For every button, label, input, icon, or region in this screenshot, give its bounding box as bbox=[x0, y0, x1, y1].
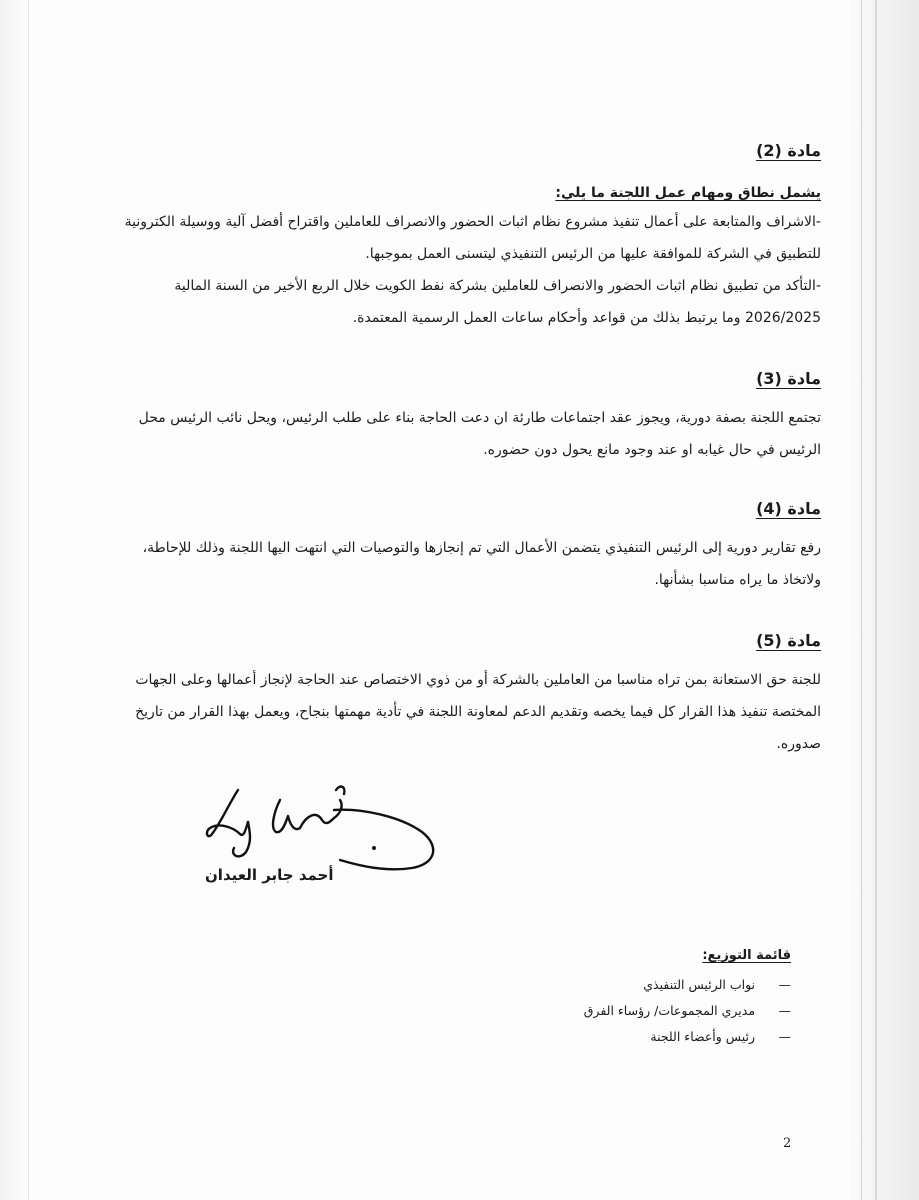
distribution-title: قائمة التوزيع: bbox=[702, 948, 791, 963]
section-5-body: للجنة حق الاستعانة بمن تراه مناسبا من العاملين بالشركة أو من ذوي الاختصاص عند الحاجة لإنجاز أعمالها وعلى الجهات المختصة تنفيذ هذا القرار كل فيما يخصه وتقديم الدعم لمعاونة اللجنة في تأدية مهمتها بنجاح، ويعمل بهذا القرار من تاريخ صدوره. bbox=[135, 672, 821, 752]
page-right-edge bbox=[851, 0, 919, 1200]
distribution-item bbox=[584, 1024, 791, 1050]
distribution-list bbox=[584, 972, 791, 1050]
section-5-heading: مادة (5) bbox=[756, 631, 821, 650]
distribution-item bbox=[584, 998, 791, 1024]
distribution-item-label: رئيس وأعضاء اللجنة bbox=[650, 1029, 756, 1044]
list-dash: — bbox=[778, 977, 791, 992]
signer-name: أحمد جابر العيدان bbox=[205, 866, 334, 884]
section-3-heading: مادة (3) bbox=[756, 369, 821, 388]
page-number: 2 bbox=[783, 1136, 792, 1151]
distribution-item-label: نواب الرئيس التنفيذي bbox=[643, 977, 756, 992]
distribution-item-label: مديري المجموعات/ رؤساء الفرق bbox=[583, 1003, 756, 1018]
section-4-heading: مادة (4) bbox=[756, 499, 821, 518]
section-2-item-2: -التأكد من تطبيق نظام اثبات الحضور والانصراف للعاملين بشركة نفط الكويت خلال الربع الأخير من السنة المالية 2026/2025 وما يرتبط بذلك من قواعد وأحكام ساعات العمل الرسمية المعتمدة. bbox=[174, 278, 821, 326]
section-4-body: رفع تقارير دورية إلى الرئيس التنفيذي يتضمن الأعمال التي تم إنجازها والتوصيات التي انتهت اليها اللجنة وذلك للإحاطة، ولاتخاذ ما يراه مناسبا بشأنها. bbox=[142, 540, 821, 588]
list-dash: — bbox=[778, 1029, 791, 1044]
distribution-item bbox=[584, 972, 791, 998]
list-dash: — bbox=[778, 1003, 791, 1018]
page-left-edge bbox=[0, 0, 29, 1200]
section-2-item-1: -الاشراف والمتابعة على أعمال تنفيذ مشروع نظام اثبات الحضور والانصراف للعاملين واقتراح أفضل آلية ووسيلة الكترونية للتطبيق في الشركة للموافقة عليها من الرئيس التنفيذي ليتسنى العمل بموجبها. bbox=[124, 214, 821, 262]
section-2-heading: مادة (2) bbox=[756, 141, 821, 160]
section-2-subheading: يشمل نطاق ومهام عمل اللجنة ما يلي: bbox=[555, 185, 821, 201]
section-3-body: تجتمع اللجنة بصفة دورية، ويجوز عقد اجتماعات طارئة ان دعت الحاجة بناء على طلب الرئيس، ويحل نائب الرئيس محل الرئيس في حال غيابه او عند وجود مانع يحول دون حضوره. bbox=[138, 410, 821, 458]
